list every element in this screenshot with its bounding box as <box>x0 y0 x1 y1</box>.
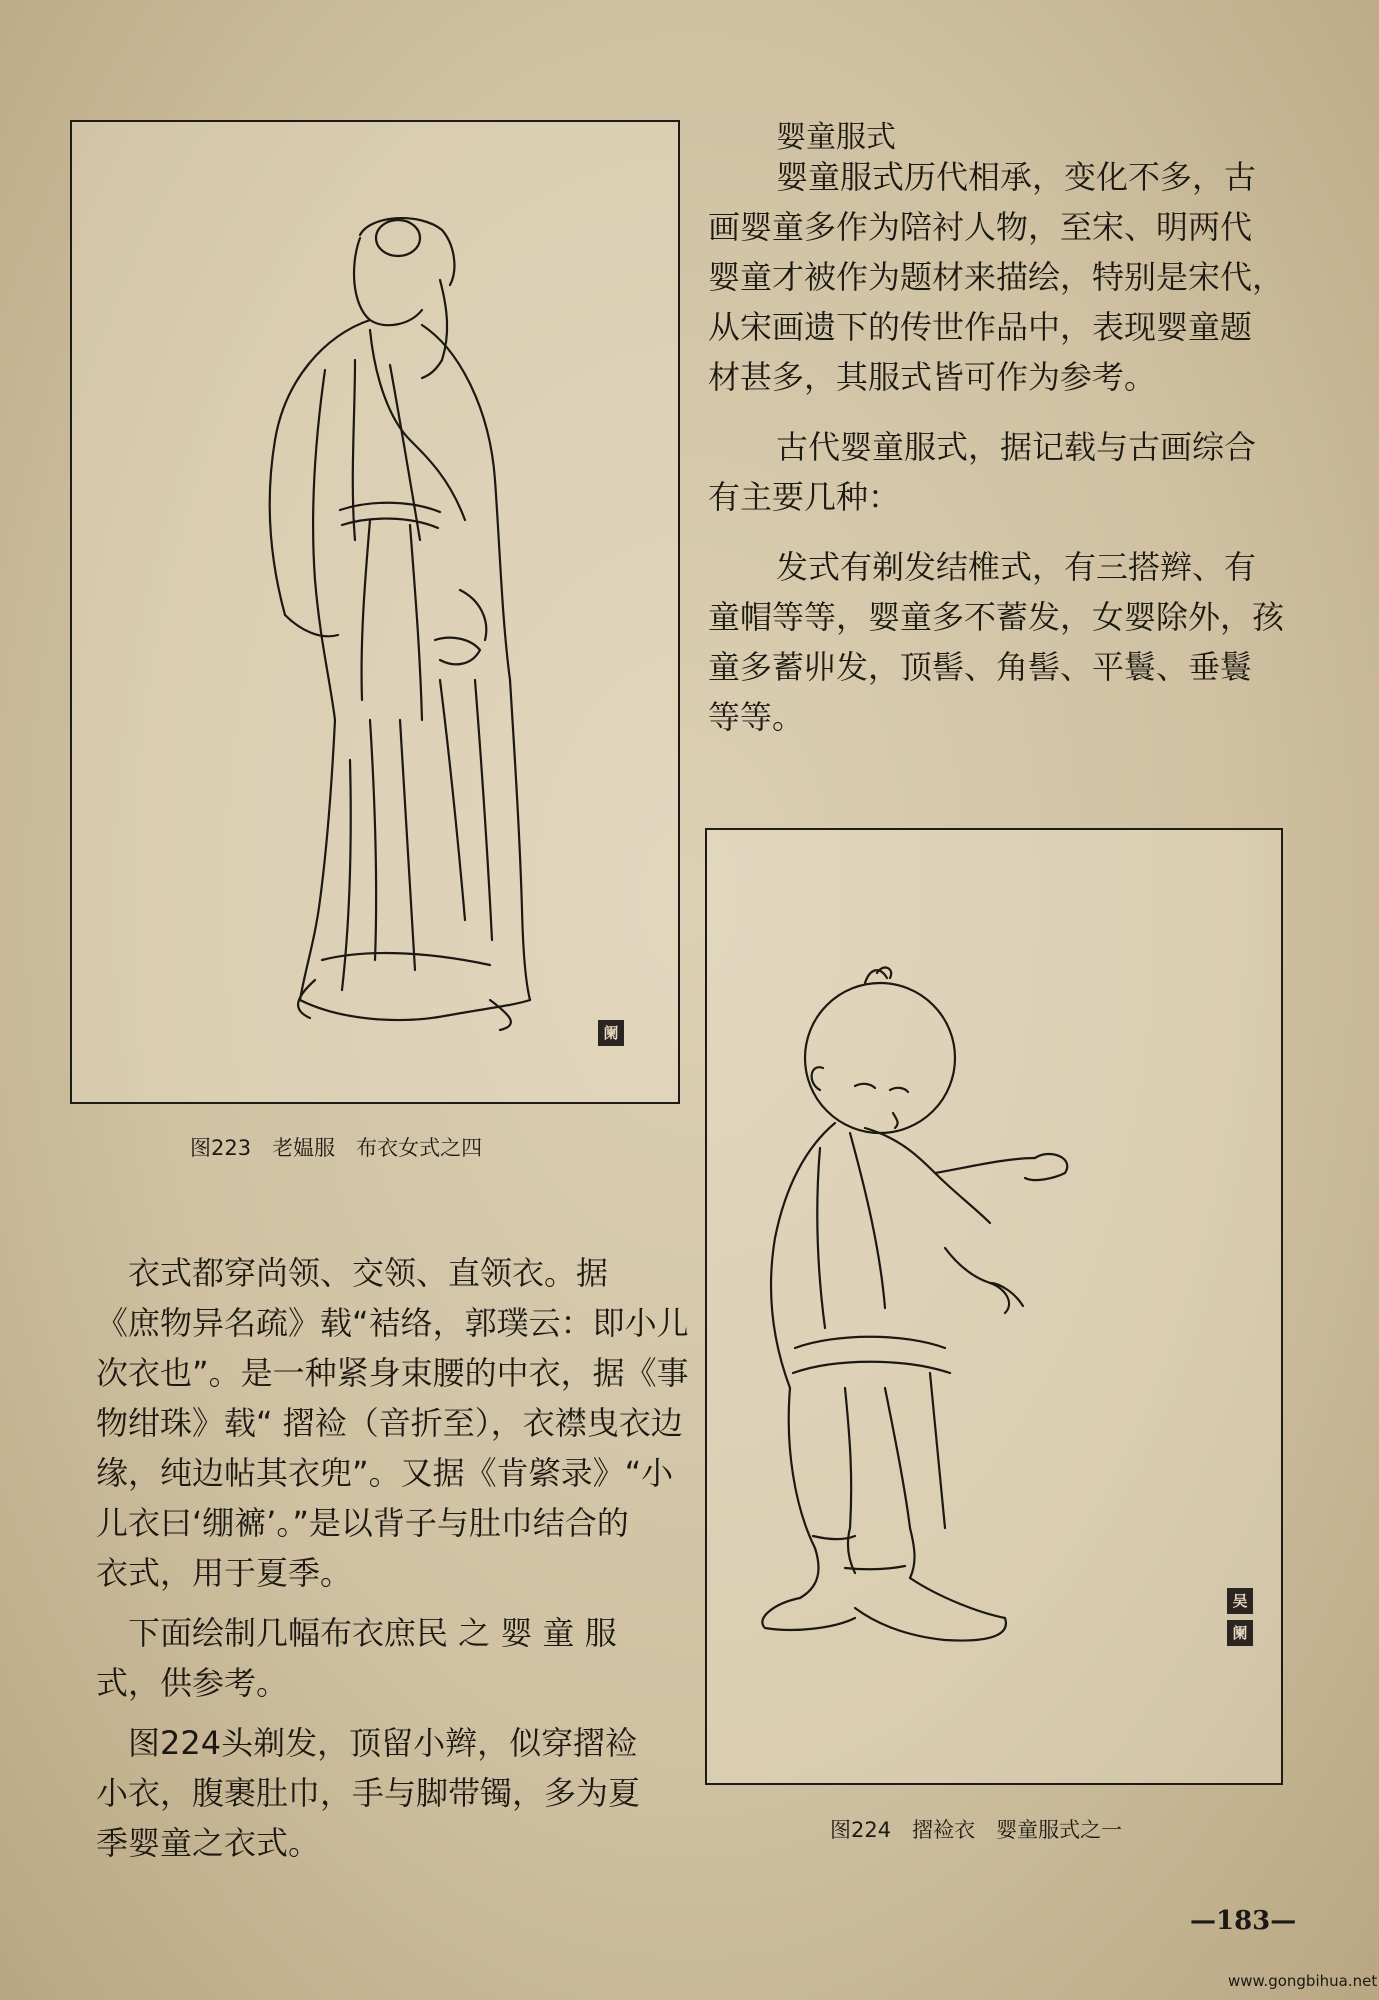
text-line: 图224头剃发，顶留小辫，似穿摺裣 <box>128 1724 638 1762</box>
figure-224-seal-bottom: 阑 <box>1227 1620 1253 1646</box>
text-line: 季婴童之衣式。 <box>96 1824 321 1862</box>
text-line: 等等。 <box>708 698 805 736</box>
text-line: 婴童才被作为题材来描绘，特别是宋代， <box>708 258 1285 296</box>
figure-224-caption: 图224 摺裣衣 婴童服式之一 <box>830 1818 1123 1842</box>
text-line: 材甚多，其服式皆可作为参考。 <box>708 358 1157 396</box>
text-line: 下面绘制几幅布衣庶民 之 婴 童 服 <box>128 1614 617 1652</box>
text-line: 童帽等等，婴童多不蓄发，女婴除外，孩 <box>708 598 1285 636</box>
text-line: 儿衣曰‘绷褯’。”是以背子与肚巾结合的 <box>96 1504 629 1542</box>
watermark: www.gongbihua.net <box>1228 1972 1378 1990</box>
text-line: 缘，纯边帖其衣兜”。又据《肯綮录》“小 <box>96 1454 674 1492</box>
child-illustration <box>705 828 1279 1781</box>
page-number: —183— <box>1190 1906 1297 1936</box>
text-line: 衣式，用于夏季。 <box>96 1554 353 1592</box>
figure-223-seal: 阑 <box>598 1020 624 1046</box>
right-column-text <box>708 152 1284 742</box>
text-line: 童多蓄丱发，顶髻、角髻、平鬟、垂鬟 <box>708 648 1253 686</box>
figure-223-caption: 图223 老媪服 布衣女式之四 <box>190 1136 483 1160</box>
text-line: 画婴童多作为陪衬人物，至宋、明两代 <box>708 208 1253 246</box>
text-line: 物绀珠》载“ 摺裣（音折至），衣襟曳衣边 <box>96 1404 683 1442</box>
text-line: 式，供参考。 <box>96 1664 289 1702</box>
section-heading: 婴童服式 <box>776 120 896 155</box>
left-column-text <box>96 1248 689 1868</box>
text-line: 衣式都穿尚领、交领、直领衣。据 <box>128 1254 609 1292</box>
text-line: 婴童服式历代相承，变化不多，古 <box>776 158 1257 196</box>
old-woman-illustration <box>70 120 676 1100</box>
text-line: 次衣也”。是一种紧身束腰的中衣，据《事 <box>96 1354 689 1392</box>
text-line: 从宋画遗下的传世作品中，表现婴童题 <box>708 308 1253 346</box>
text-line: 有主要几种： <box>708 478 901 516</box>
text-line: 《庶物异名疏》载“袺络，郭璞云：即小儿 <box>96 1304 689 1342</box>
text-line: 发式有剃发结椎式，有三搭辫、有 <box>776 548 1257 586</box>
figure-224-seal-top: 吴 <box>1227 1588 1253 1614</box>
text-line: 古代婴童服式，据记载与古画综合 <box>776 428 1257 466</box>
text-line: 小衣，腹裹肚巾，手与脚带镯，多为夏 <box>96 1774 641 1812</box>
